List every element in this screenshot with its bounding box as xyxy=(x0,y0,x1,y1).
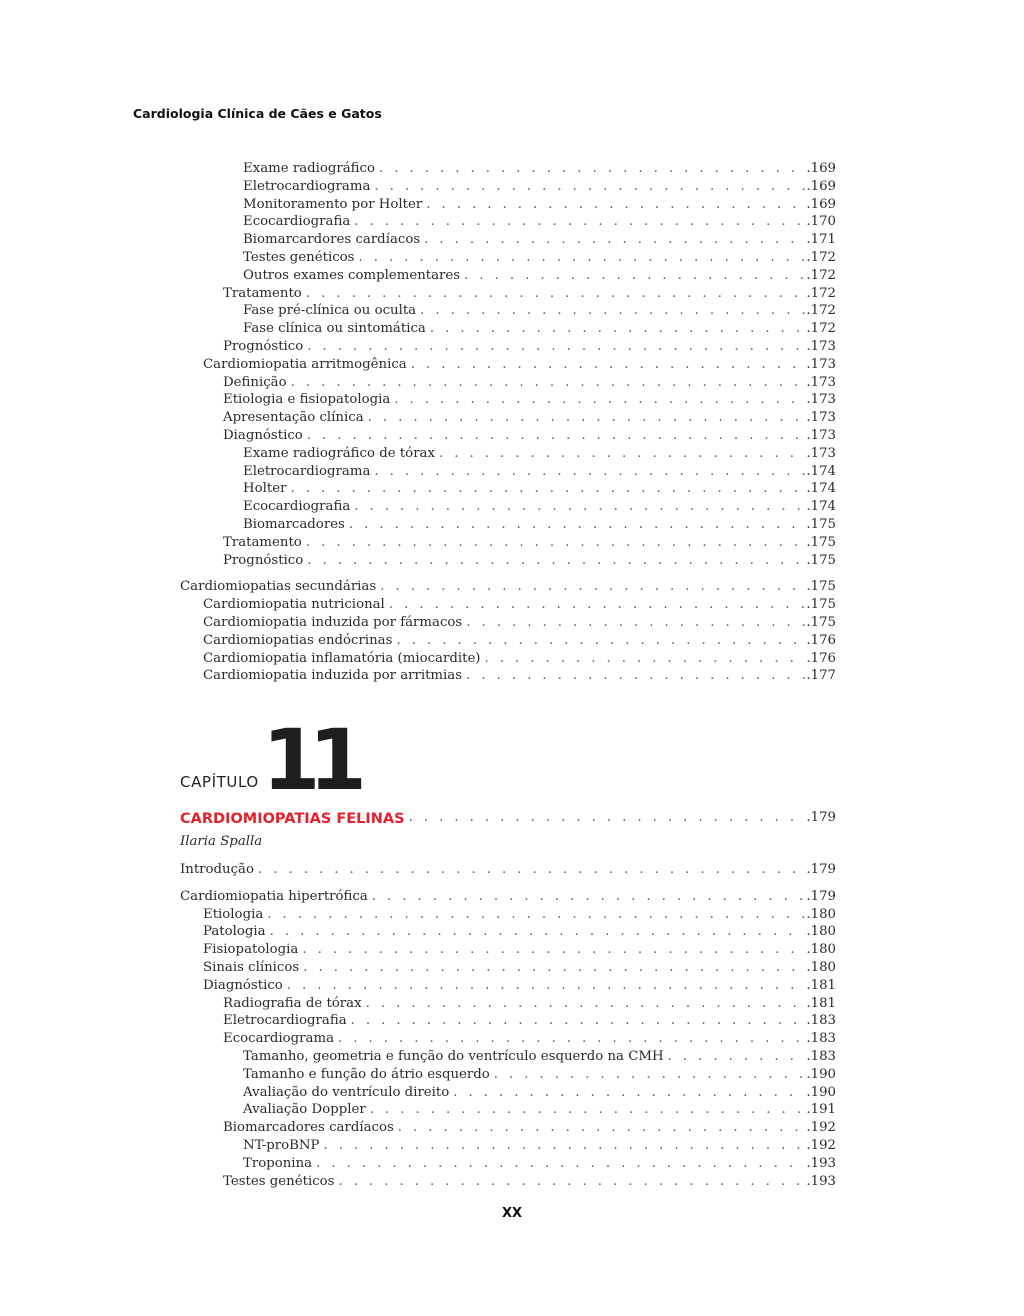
toc-entry[interactable] xyxy=(0,667,836,685)
toc-entry-label: Introdução xyxy=(180,862,254,877)
toc-entry-page: .180 xyxy=(806,924,836,940)
toc-entry[interactable] xyxy=(0,178,836,196)
dot-leader xyxy=(439,445,805,463)
toc-entry-label: Avaliação Doppler xyxy=(243,1102,366,1118)
toc-entry-label: Cardiomiopatia induzida por arritmias xyxy=(203,668,463,684)
toc-entry-label: Apresentação clínica xyxy=(223,410,364,426)
toc-entry[interactable] xyxy=(0,516,836,534)
toc-entry[interactable] xyxy=(0,160,836,178)
toc-entry-page: .193 xyxy=(806,1173,836,1189)
toc-entry[interactable] xyxy=(0,614,836,632)
toc-entry[interactable] xyxy=(0,552,836,570)
toc-entry-page: .190 xyxy=(806,1066,836,1082)
toc-entry-label: Testes genéticos xyxy=(223,1173,335,1189)
dot-leader xyxy=(316,1155,805,1173)
chapter-title-page: .179 xyxy=(806,810,836,826)
toc-entry-page: .179 xyxy=(806,888,836,904)
dot-leader xyxy=(354,498,805,516)
toc-entry[interactable] xyxy=(0,338,836,356)
toc-entry-page: .183 xyxy=(806,1013,836,1029)
dot-leader xyxy=(466,667,805,685)
dot-leader xyxy=(338,1173,805,1191)
toc-entry-label: Cardiomiopatia hipertrófica xyxy=(180,888,368,904)
dot-leader xyxy=(430,320,806,338)
toc-entry-label: Fisiopatologia xyxy=(203,942,299,958)
toc-entry-page: .181 xyxy=(806,977,836,993)
chapter-author: Ilaria Spalla xyxy=(180,834,263,849)
toc-entry[interactable] xyxy=(0,1030,836,1048)
toc-entry-label: Exame radiográfico xyxy=(243,161,376,176)
toc-entry-label: Monitoramento por Holter xyxy=(243,196,423,212)
dot-leader xyxy=(302,941,805,959)
toc-entry-label: Troponina xyxy=(243,1155,313,1171)
toc-entry-page: .174 xyxy=(806,463,836,479)
dot-leader xyxy=(424,231,805,249)
toc-entry-page: .192 xyxy=(806,1137,836,1153)
dot-leader xyxy=(358,249,805,267)
toc-entry-page: .172 xyxy=(806,267,836,283)
toc-entry-page: .181 xyxy=(806,995,836,1011)
toc-entry[interactable] xyxy=(0,861,836,879)
toc-gap xyxy=(0,879,836,888)
toc-entry-label: Cardiomiopatia arritmogênica xyxy=(203,356,407,372)
toc-entry-label: Holter xyxy=(243,481,287,497)
dot-leader xyxy=(349,516,806,534)
dot-leader xyxy=(464,267,805,285)
toc-entry-label: Etiologia e fisiopatologia xyxy=(223,392,391,408)
toc-entry[interactable] xyxy=(0,409,836,427)
toc-entry-page: .174 xyxy=(806,481,836,497)
dot-leader xyxy=(411,356,806,374)
toc-entry-page: .180 xyxy=(806,959,836,975)
toc-entry-page: .173 xyxy=(806,356,836,372)
dot-leader xyxy=(351,1012,806,1030)
toc-gap xyxy=(0,569,836,578)
toc-entry-page: .172 xyxy=(806,321,836,337)
toc-entry-page: .174 xyxy=(806,499,836,515)
toc-entry[interactable] xyxy=(0,650,836,668)
toc-entry[interactable] xyxy=(0,267,836,285)
toc-entry-label: Cardiomiopatia induzida por fármacos xyxy=(203,614,463,630)
dot-leader xyxy=(270,923,806,941)
dot-leader xyxy=(306,285,806,303)
toc-entry-page: .180 xyxy=(806,942,836,958)
toc-entry-page: .173 xyxy=(806,338,836,354)
toc-entry[interactable] xyxy=(0,1119,836,1137)
toc-entry-page: .183 xyxy=(806,1048,836,1064)
dot-leader xyxy=(287,977,806,995)
chapter-title: CARDIOMIOPATIAS FELINAS xyxy=(180,811,405,827)
toc-entry[interactable] xyxy=(0,196,836,214)
dot-leader xyxy=(307,427,806,445)
toc-entry[interactable] xyxy=(0,302,836,320)
dot-leader xyxy=(370,1101,806,1119)
toc-entry-label: Cardiomiopatias endócrinas xyxy=(203,632,393,648)
toc-entry-label: Avaliação do ventrículo direito xyxy=(243,1084,450,1100)
dot-leader xyxy=(379,160,805,178)
toc-entry-page: .176 xyxy=(806,650,836,666)
toc-entry-page: .176 xyxy=(806,632,836,648)
toc-entry-page: .175 xyxy=(806,579,836,595)
dot-leader xyxy=(307,338,805,356)
toc-entry-page: .171 xyxy=(806,232,836,248)
chapter-title-entry[interactable] xyxy=(0,807,836,827)
dot-leader xyxy=(394,391,805,409)
toc-entry[interactable] xyxy=(0,1155,836,1173)
toc-list-bottom xyxy=(0,861,836,1190)
toc-entry[interactable] xyxy=(0,906,836,924)
toc-entry-page: .172 xyxy=(806,303,836,319)
dot-leader xyxy=(306,534,806,552)
toc-entry-page: .180 xyxy=(806,906,836,922)
toc-entry-label: Patologia xyxy=(203,924,266,940)
toc-entry[interactable] xyxy=(0,374,836,392)
toc-entry[interactable] xyxy=(0,1012,836,1030)
toc-entry[interactable] xyxy=(0,356,836,374)
dot-leader xyxy=(374,463,805,481)
dot-leader xyxy=(409,809,807,827)
toc-entry-page: .169 xyxy=(806,178,836,194)
toc-entry-label: Diagnóstico xyxy=(203,977,283,993)
toc-entry[interactable] xyxy=(0,534,836,552)
toc-entry-label: Outros exames complementares xyxy=(243,267,461,283)
toc-entry[interactable] xyxy=(0,632,836,650)
toc-entry-label: Tratamento xyxy=(223,285,302,301)
dot-leader xyxy=(374,178,805,196)
toc-entry[interactable] xyxy=(0,285,836,303)
toc-entry-label: Ecocardiograma xyxy=(223,1031,334,1047)
toc-entry[interactable] xyxy=(0,1101,836,1119)
toc-entry[interactable] xyxy=(0,959,836,977)
dot-leader xyxy=(368,409,806,427)
toc-entry[interactable] xyxy=(0,578,836,596)
toc-entry-label: Radiografia de tórax xyxy=(223,995,362,1011)
dot-leader xyxy=(668,1048,806,1066)
toc-entry-label: Exame radiográfico de tórax xyxy=(243,445,435,461)
toc-entry-label: Eletrocardiograma xyxy=(243,178,371,194)
toc-entry-label: Diagnóstico xyxy=(223,427,303,443)
toc-entry-page: .175 xyxy=(806,534,836,550)
toc-entry[interactable] xyxy=(0,213,836,231)
toc-entry-label: Etiologia xyxy=(203,906,264,922)
toc-entry-page: .183 xyxy=(806,1031,836,1047)
toc-entry[interactable] xyxy=(0,596,836,614)
toc-entry[interactable] xyxy=(0,1137,836,1155)
toc-entry-page: .179 xyxy=(806,862,836,877)
toc-entry-label: Tratamento xyxy=(223,534,302,550)
toc-entry-page: .175 xyxy=(806,597,836,613)
dot-leader xyxy=(380,578,805,596)
toc-entry[interactable] xyxy=(0,391,836,409)
toc-entry[interactable] xyxy=(0,1048,836,1066)
toc-entry-label: Biomarcardores cardíacos xyxy=(243,232,421,248)
dot-leader xyxy=(372,888,806,906)
dot-leader xyxy=(303,959,805,977)
toc-entry-label: Tamanho, geometria e função do ventrículo esquerdo na CMH xyxy=(243,1048,664,1064)
toc-entry-label: Cardiomiopatias secundárias xyxy=(180,579,377,595)
toc-entry[interactable] xyxy=(0,498,836,516)
toc-entry-page: .192 xyxy=(806,1120,836,1136)
toc-entry-label: Prognóstico xyxy=(223,552,304,568)
toc-entry-page: .173 xyxy=(806,427,836,443)
toc-entry[interactable] xyxy=(0,1173,836,1191)
dot-leader xyxy=(426,196,805,214)
chapter-label: CAPÍTULO xyxy=(180,773,259,791)
toc-entry-page: .173 xyxy=(806,445,836,461)
toc-entry-label: Ecocardiografia xyxy=(243,214,351,230)
toc-entry-page: .170 xyxy=(806,214,836,230)
dot-leader xyxy=(258,861,805,879)
toc-entry-page: .190 xyxy=(806,1084,836,1100)
toc-entry-page: .175 xyxy=(806,552,836,568)
toc-entry[interactable] xyxy=(0,231,836,249)
toc-entry-label: Cardiomiopatia inflamatória (miocardite) xyxy=(203,650,481,666)
dot-leader xyxy=(366,995,806,1013)
toc-entry[interactable] xyxy=(0,995,836,1013)
dot-leader xyxy=(354,213,805,231)
toc-entry-label: Tamanho e função do átrio esquerdo xyxy=(243,1066,490,1082)
dot-leader xyxy=(453,1084,805,1102)
toc-list-top xyxy=(0,160,836,685)
toc-entry[interactable] xyxy=(0,941,836,959)
toc-entry[interactable] xyxy=(0,463,836,481)
toc-entry[interactable] xyxy=(0,320,836,338)
toc-entry[interactable] xyxy=(0,1084,836,1102)
page-folio: XX xyxy=(501,1206,523,1221)
toc-entry-label: Definição xyxy=(223,374,287,390)
toc-entry-label: Ecocardiografia xyxy=(243,499,351,515)
dot-leader xyxy=(338,1030,805,1048)
toc-entry[interactable] xyxy=(0,480,836,498)
toc-entry-label: Eletrocardiograma xyxy=(243,463,371,479)
toc-entry[interactable] xyxy=(0,1066,836,1084)
dot-leader xyxy=(466,614,805,632)
running-head: Cardiologia Clínica de Cães e Gatos xyxy=(133,106,382,121)
toc-entry-page: .191 xyxy=(806,1102,836,1118)
dot-leader xyxy=(290,480,805,498)
toc-entry-label: Eletrocardiografia xyxy=(223,1013,347,1029)
toc-entry-page: .173 xyxy=(806,410,836,426)
dot-leader xyxy=(396,632,805,650)
toc-entry-label: Biomarcadores xyxy=(243,516,345,532)
toc-entry[interactable] xyxy=(0,427,836,445)
toc-entry-label: Fase clínica ou sintomática xyxy=(243,321,426,337)
toc-entry-label: Fase pré-clínica ou oculta xyxy=(243,303,417,319)
toc-entry[interactable] xyxy=(0,888,836,906)
toc-entry-page: .169 xyxy=(806,196,836,212)
toc-entry-label: Prognóstico xyxy=(223,338,304,354)
toc-entry-page: .173 xyxy=(806,392,836,408)
toc-entry-label: Biomarcadores cardíacos xyxy=(223,1120,394,1136)
toc-entry[interactable] xyxy=(0,977,836,995)
dot-leader xyxy=(324,1137,806,1155)
toc-entry-label: Testes genéticos xyxy=(243,249,355,265)
dot-leader xyxy=(307,552,805,570)
dot-leader xyxy=(420,302,805,320)
toc-entry-label: NT-proBNP xyxy=(243,1137,320,1153)
toc-entry-page: .169 xyxy=(806,161,836,176)
dot-leader xyxy=(267,906,805,924)
toc-entry-page: .193 xyxy=(806,1155,836,1171)
toc-entry-label: Sinais clínicos xyxy=(203,959,300,975)
toc-entry-page: .175 xyxy=(806,614,836,630)
dot-leader xyxy=(494,1066,806,1084)
toc-entry[interactable] xyxy=(0,249,836,267)
toc-entry[interactable] xyxy=(0,923,836,941)
toc-entry-page: .172 xyxy=(806,249,836,265)
toc-entry-page: .173 xyxy=(806,374,836,390)
toc-entry-label: Cardiomiopatia nutricional xyxy=(203,597,385,613)
toc-entry-page: .175 xyxy=(806,516,836,532)
dot-leader xyxy=(485,650,806,668)
chapter-number: 11 xyxy=(262,711,355,809)
dot-leader xyxy=(398,1119,806,1137)
dot-leader xyxy=(389,596,806,614)
toc-entry[interactable] xyxy=(0,445,836,463)
dot-leader xyxy=(291,374,806,392)
toc-entry-page: .177 xyxy=(806,668,836,684)
toc-entry-page: .172 xyxy=(806,285,836,301)
